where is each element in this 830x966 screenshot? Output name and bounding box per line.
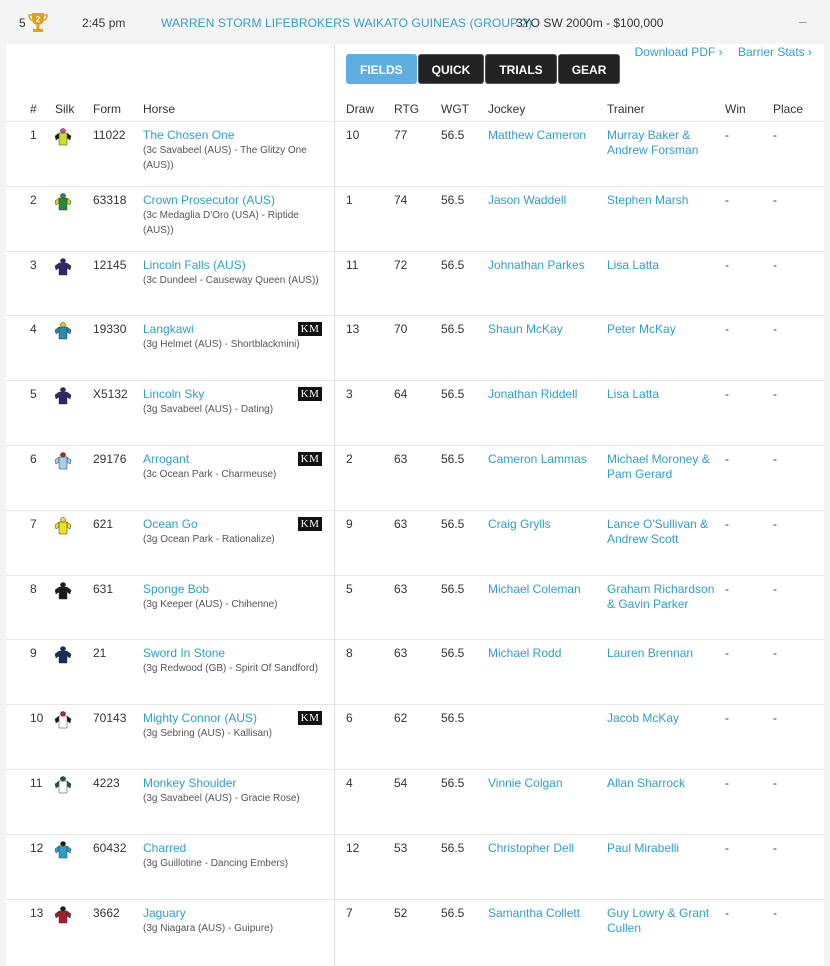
runner-row <box>6 510 824 575</box>
win-odds: - <box>725 581 729 596</box>
jockey-silk-icon <box>54 711 72 729</box>
race-links <box>623 45 812 59</box>
horse-breeding: (3g Sebring (AUS) - Kallisan) <box>143 728 272 740</box>
runner-rating: 64 <box>394 387 408 402</box>
place-odds: - <box>773 646 777 661</box>
col-header-wgt: WGT <box>441 102 469 116</box>
trainer-link[interactable]: Lance O'Sullivan & Andrew Scott <box>607 516 709 546</box>
jockey-link[interactable]: Christopher Dell <box>488 840 575 855</box>
horse-name-link[interactable]: Lincoln Falls (AUS) <box>143 257 246 272</box>
place-odds: - <box>773 192 777 207</box>
runner-weight: 56.5 <box>441 840 465 855</box>
horse-breeding: (3g Savabeel (AUS) - Dating) <box>143 404 274 416</box>
horse-name-link[interactable]: Mighty Connor (AUS) <box>143 711 258 726</box>
runner-row <box>6 834 824 899</box>
horse-breeding: (3g Niagara (AUS) - Guipure) <box>143 922 274 934</box>
win-odds: - <box>725 257 729 272</box>
runner-form: 11022 <box>93 128 126 142</box>
runner-draw: 5 <box>346 581 353 596</box>
runner-rating: 63 <box>394 452 408 466</box>
jockey-link[interactable]: Samantha Collett <box>488 905 581 920</box>
win-odds: - <box>725 128 729 142</box>
jockey-silk-icon <box>54 193 72 211</box>
jockey-silk-icon <box>54 646 72 664</box>
place-odds: - <box>773 452 777 466</box>
jockey-silk-icon <box>54 452 72 470</box>
runner-draw: 1 <box>346 192 353 207</box>
km-badge: KM <box>298 387 322 401</box>
col-header-place: Place <box>773 102 804 116</box>
horse-name-link[interactable]: Jaguary <box>143 905 186 920</box>
tab-gear[interactable]: GEAR <box>558 54 621 84</box>
win-odds: - <box>725 322 729 337</box>
runner-number: 5 <box>30 387 37 402</box>
horse-breeding: (3c Savabeel (AUS) - The Glitzy One (AUS)) <box>143 145 307 171</box>
col-header-rtg: RTG <box>394 102 420 116</box>
runner-weight: 56.5 <box>441 452 465 466</box>
jockey-silk-icon <box>54 906 72 924</box>
runner-draw: 12 <box>346 840 360 855</box>
place-odds: - <box>773 516 777 531</box>
jockey-link[interactable]: Johnathan Parkes <box>488 257 585 272</box>
place-odds: - <box>773 581 777 596</box>
win-odds: - <box>725 516 729 531</box>
trainer-link[interactable]: Murray Baker & Andrew Forsman <box>607 128 699 157</box>
runner-row <box>6 769 824 834</box>
win-odds: - <box>725 387 729 402</box>
jockey-silk-icon <box>54 582 72 600</box>
km-badge: KM <box>298 711 322 725</box>
jockey-silk-icon <box>54 776 72 794</box>
download-pdf-link[interactable]: Download PDF › <box>634 45 723 59</box>
runner-row <box>6 121 824 186</box>
horse-name-link[interactable]: Langkawi <box>143 322 194 337</box>
runner-number: 7 <box>30 516 37 531</box>
race-number: 5 <box>19 16 26 30</box>
runner-rating: 72 <box>394 257 408 272</box>
col-header-horse: Horse <box>143 102 176 116</box>
runner-rating: 62 <box>394 711 408 726</box>
horse-breeding: (3g Keeper (AUS) - Chihenne) <box>143 598 278 610</box>
win-odds: - <box>725 192 729 207</box>
place-odds: - <box>773 257 777 272</box>
runner-rating: 54 <box>394 776 408 790</box>
tab-trials[interactable]: TRIALS <box>485 54 556 84</box>
runner-number: 6 <box>30 452 37 466</box>
horse-name-link[interactable]: Ocean Go <box>143 516 198 531</box>
col-header-form: Form <box>93 102 121 116</box>
group-badge: 2 <box>35 15 41 24</box>
col-header-trainer: Trainer <box>607 102 645 116</box>
horse-name-link[interactable]: Monkey Shoulder <box>143 776 237 790</box>
jockey-link[interactable]: Michael Rodd <box>488 646 562 661</box>
runner-row <box>6 899 824 964</box>
horse-breeding: (3g Redwood (GB) - Spirit Of Sandford) <box>143 663 319 675</box>
win-odds: - <box>725 452 729 466</box>
runner-number: 10 <box>30 711 44 726</box>
runner-number: 4 <box>30 322 37 337</box>
horse-name-link[interactable]: Sponge Bob <box>143 581 210 596</box>
horse-breeding: (3g Guillotine - Dancing Embers) <box>143 857 289 869</box>
runner-rating: 53 <box>394 840 408 855</box>
place-odds: - <box>773 322 777 337</box>
runner-number: 13 <box>30 905 44 920</box>
jockey-silk-icon <box>54 128 72 146</box>
horse-name-link[interactable]: Crown Prosecutor (AUS) <box>143 192 276 207</box>
view-tabs <box>346 54 621 84</box>
runner-form: 21 <box>93 646 107 661</box>
runner-draw: 10 <box>346 128 360 142</box>
runner-weight: 56.5 <box>441 128 465 142</box>
runner-form: 63318 <box>93 192 127 207</box>
win-odds: - <box>725 646 729 661</box>
runner-rating: 63 <box>394 516 408 531</box>
runner-number: 12 <box>30 840 44 855</box>
win-odds: - <box>725 905 729 920</box>
jockey-link[interactable]: Jonathan Riddell <box>488 387 578 402</box>
race-time: 2:45 pm <box>82 16 126 30</box>
runner-form: 12145 <box>93 257 127 272</box>
runner-row <box>6 704 824 769</box>
runner-number: 1 <box>30 128 37 142</box>
trainer-link[interactable]: Paul Mirabelli <box>607 840 680 855</box>
runner-weight: 56.5 <box>441 192 465 207</box>
tab-fields[interactable]: FIELDS <box>346 54 417 84</box>
col-header-win: Win <box>725 102 746 116</box>
runner-row <box>6 315 824 380</box>
col-header-jockey: Jockey <box>488 102 526 116</box>
place-odds: - <box>773 840 777 855</box>
runner-number: 9 <box>30 646 37 661</box>
trainer-link[interactable]: Michael Moroney & Pam Gerard <box>607 452 710 481</box>
horse-breeding: (3g Savabeel (AUS) - Gracie Rose) <box>143 793 300 804</box>
runner-weight: 56.5 <box>441 257 465 272</box>
jockey-silk-icon <box>54 322 72 340</box>
horse-breeding: (3g Ocean Park - Rationalize) <box>143 533 275 545</box>
runner-number: 3 <box>30 257 37 272</box>
runner-weight: 56.5 <box>441 711 465 726</box>
km-badge: KM <box>298 452 322 466</box>
runner-rating: 74 <box>394 192 408 207</box>
runner-weight: 56.5 <box>441 581 465 596</box>
runner-form: X5132 <box>93 387 128 402</box>
runner-weight: 56.5 <box>441 516 465 531</box>
win-odds: - <box>725 840 729 855</box>
horse-breeding: (3c Dundeel - Causeway Queen (AUS)) <box>143 274 319 286</box>
horse-name-link[interactable]: Sword In Stone <box>143 646 226 661</box>
runner-rating: 70 <box>394 322 408 337</box>
race-header <box>0 0 830 44</box>
horse-breeding: (3g Helmet (AUS) - Shortblackmini) <box>143 339 300 351</box>
jockey-silk-icon <box>54 841 72 859</box>
runner-form: 19330 <box>93 322 127 337</box>
runner-weight: 56.5 <box>441 776 465 790</box>
runner-rating: 63 <box>394 646 408 661</box>
trainer-link[interactable]: Graham Richardson & Gavin Parker <box>607 581 715 611</box>
trainer-link[interactable]: Lisa Latta <box>607 257 660 272</box>
horse-name-link[interactable]: Charred <box>143 840 187 855</box>
jockey-link[interactable]: Matthew Cameron <box>488 128 587 142</box>
runner-form: 3662 <box>93 905 120 920</box>
barrier-stats-link[interactable]: Barrier Stats › <box>737 45 812 59</box>
place-odds: - <box>773 776 777 790</box>
runner-row <box>6 445 824 510</box>
trainer-link[interactable]: Lauren Brennan <box>607 646 694 661</box>
runner-rating: 52 <box>394 905 408 920</box>
runner-form: 70143 <box>93 711 127 726</box>
jockey-link[interactable]: Vinnie Colgan <box>488 776 563 790</box>
jockey-link[interactable]: Craig Grylls <box>488 516 551 531</box>
runner-weight: 56.5 <box>441 905 465 920</box>
trainer-link[interactable]: Guy Lowry & Grant Cullen <box>607 905 710 935</box>
runner-form: 60432 <box>93 840 127 855</box>
runner-draw: 3 <box>346 387 353 402</box>
runner-row <box>6 251 824 316</box>
jockey-silk-icon <box>54 517 72 535</box>
runner-row <box>6 380 824 445</box>
horse-name-link[interactable]: Lincoln Sky <box>143 387 205 402</box>
runner-draw: 2 <box>346 452 353 466</box>
jockey-link[interactable]: Michael Coleman <box>488 581 581 596</box>
race-info: 3YO SW 2000m - $100,000 <box>516 16 664 30</box>
runner-draw: 9 <box>346 516 353 531</box>
runner-form: 29176 <box>93 452 127 466</box>
runner-draw: 11 <box>346 257 359 272</box>
trainer-link[interactable]: Jacob McKay <box>607 711 680 726</box>
jockey-link[interactable]: Shaun McKay <box>488 322 563 337</box>
win-odds: - <box>725 776 729 790</box>
runner-draw: 8 <box>346 646 353 661</box>
trainer-link[interactable]: Allan Sharrock <box>607 776 686 790</box>
horse-name-link[interactable]: The Chosen One <box>143 128 235 142</box>
runner-draw: 7 <box>346 905 353 920</box>
col-header-draw: Draw <box>346 102 375 116</box>
jockey-silk-icon <box>54 258 72 276</box>
trophy-icon <box>28 11 48 33</box>
runner-draw: 6 <box>346 711 353 726</box>
jockey-silk-icon <box>54 387 72 405</box>
trainer-link[interactable]: Stephen Marsh <box>607 192 689 207</box>
race-fields-panel <box>6 44 824 966</box>
tab-quick[interactable]: QUICK <box>418 54 485 84</box>
collapse-icon[interactable]: – <box>799 13 807 29</box>
horse-name-link[interactable]: Arrogant <box>143 452 190 466</box>
runner-row <box>6 575 824 640</box>
runner-weight: 56.5 <box>441 387 465 402</box>
jockey-link[interactable]: Jason Waddell <box>488 192 567 207</box>
place-odds: - <box>773 387 777 402</box>
jockey-link[interactable]: Cameron Lammas <box>488 452 587 466</box>
trainer-link[interactable]: Lisa Latta <box>607 387 660 402</box>
win-odds: - <box>725 711 729 726</box>
runner-draw: 4 <box>346 776 353 790</box>
runner-rating: 77 <box>394 128 408 142</box>
runner-number: 8 <box>30 581 37 596</box>
runner-form: 4223 <box>93 776 120 790</box>
km-badge: KM <box>298 322 322 336</box>
runner-number: 2 <box>30 192 37 207</box>
runner-row <box>6 639 824 704</box>
runner-rating: 63 <box>394 581 408 596</box>
col-header-num: # <box>30 102 37 116</box>
horse-breeding: (3c Ocean Park - Charmeuse) <box>143 469 277 480</box>
runner-number: 11 <box>30 776 43 790</box>
race-name-link[interactable]: WARREN STORM LIFEBROKERS WAIKATO GUINEAS (GROUP 2) <box>161 16 533 30</box>
col-header-silk: Silk <box>55 102 75 116</box>
place-odds: - <box>773 711 777 726</box>
runner-weight: 56.5 <box>441 646 465 661</box>
runner-form: 631 <box>93 581 114 596</box>
km-badge: KM <box>298 517 322 531</box>
runner-row <box>6 186 824 251</box>
place-odds: - <box>773 905 777 920</box>
horse-breeding: (3c Medaglia D'Oro (USA) - Riptide (AUS)) <box>143 209 299 236</box>
trainer-link[interactable]: Peter McKay <box>607 322 676 337</box>
runner-form: 621 <box>93 516 114 531</box>
place-odds: - <box>773 128 777 142</box>
runner-draw: 13 <box>346 322 360 337</box>
runner-weight: 56.5 <box>441 322 465 337</box>
